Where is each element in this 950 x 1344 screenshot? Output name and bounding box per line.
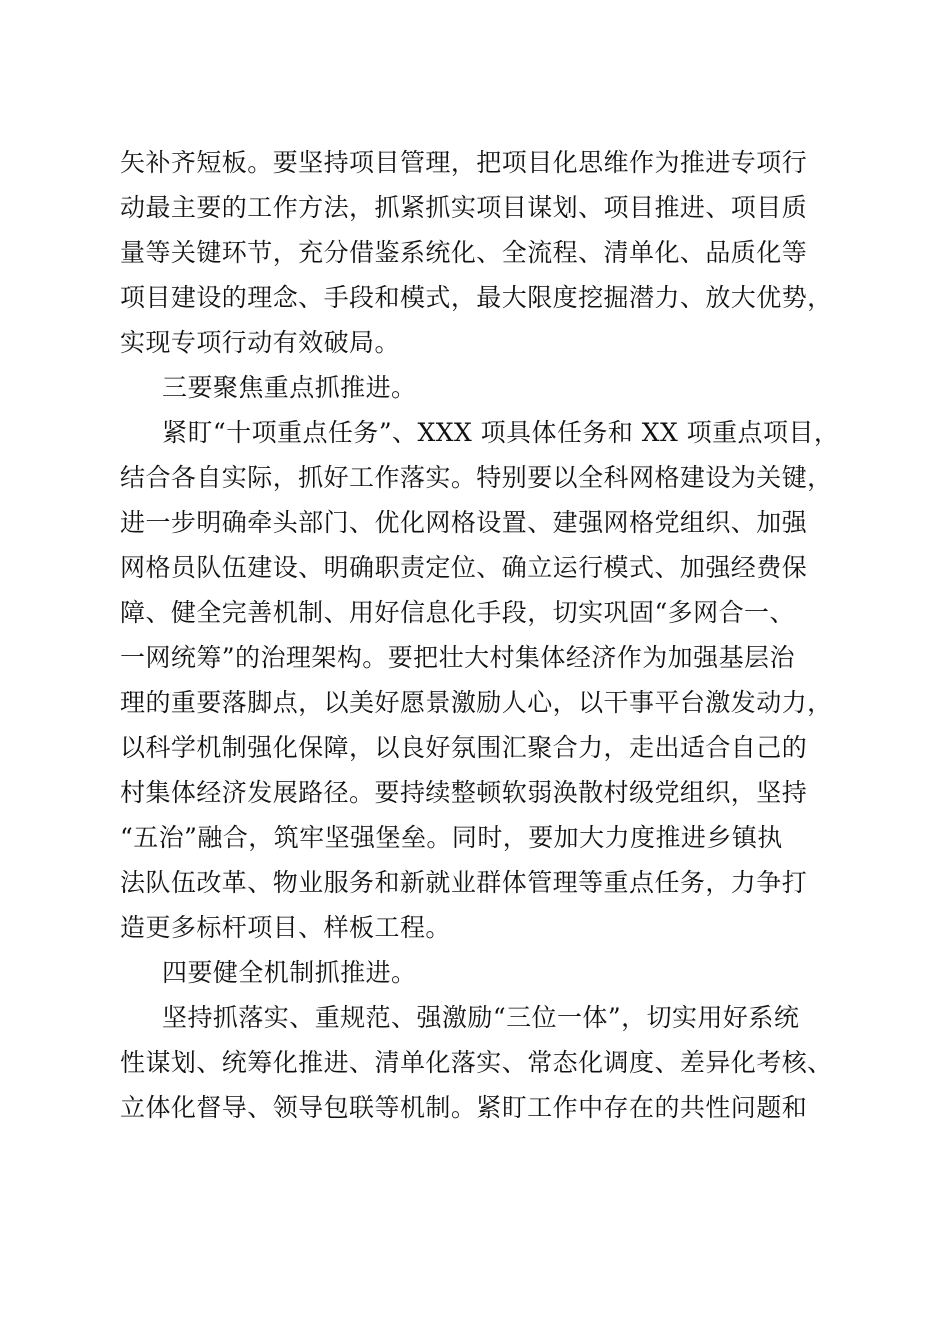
text-line: 动最主要的工作方法，抓紧抓实项目谋划、项目推进、项目质 <box>120 193 808 222</box>
text-line: 性谋划、统筹化推进、清单化落实、常态化调度、差异化考核、 <box>120 1048 833 1077</box>
text-line: 网格员队伍建设、明确职责定位、确立运行模式、加强经费保 <box>120 553 808 582</box>
text-line: 一网统筹”的治理架构。要把壮大村集体经济作为加强基层治 <box>120 643 795 672</box>
text-line: 结合各自实际，抓好工作落实。特别要以全科网格建设为关键， <box>120 463 833 492</box>
text-line: 立体化督导、领导包联等机制。紧盯工作中存在的共性问题和 <box>120 1093 808 1122</box>
text-line: 以科学机制强化保障，以良好氛围汇聚合力，走出适合自己的 <box>120 733 808 762</box>
text-line: 项目建设的理念、手段和模式，最大限度挖掘潜力、放大优势， <box>120 283 833 312</box>
text-line: 量等关键环节，充分借鉴系统化、全流程、清单化、品质化等 <box>120 238 808 267</box>
text-line: 障、健全完善机制、用好信息化手段，切实巩固“多网合一、 <box>120 598 795 627</box>
section-heading: 三要聚焦重点抓推进。 <box>162 373 417 402</box>
text-line: 紧盯“十项重点任务”、XXX 项具体任务和 XX 项重点项目， <box>162 418 840 447</box>
text-line: 法队伍改革、物业服务和新就业群体管理等重点任务，力争打 <box>120 868 808 897</box>
text-line: 矢补齐短板。要坚持项目管理，把项目化思维作为推进专项行 <box>120 148 808 177</box>
text-line: 实现专项行动有效破局。 <box>120 328 400 357</box>
document-body <box>120 140 840 1130</box>
text-line: 造更多标杆项目、样板工程。 <box>120 913 451 942</box>
text-line: 进一步明确牵头部门、优化网格设置、建强网格党组织、加强 <box>120 508 808 537</box>
text-line: 村集体经济发展路径。要持续整顿软弱涣散村级党组织，坚持 <box>120 778 808 807</box>
text-line: 坚持抓落实、重规范、强激励“三位一体”，切实用好系统 <box>162 1003 800 1032</box>
text-line: 理的重要落脚点，以美好愿景激励人心，以干事平台激发动力， <box>120 688 833 717</box>
section-heading: 四要健全机制抓推进。 <box>162 958 417 987</box>
text-line: “五治”融合，筑牢坚强堡垒。同时，要加大力度推进乡镇执 <box>120 823 783 852</box>
